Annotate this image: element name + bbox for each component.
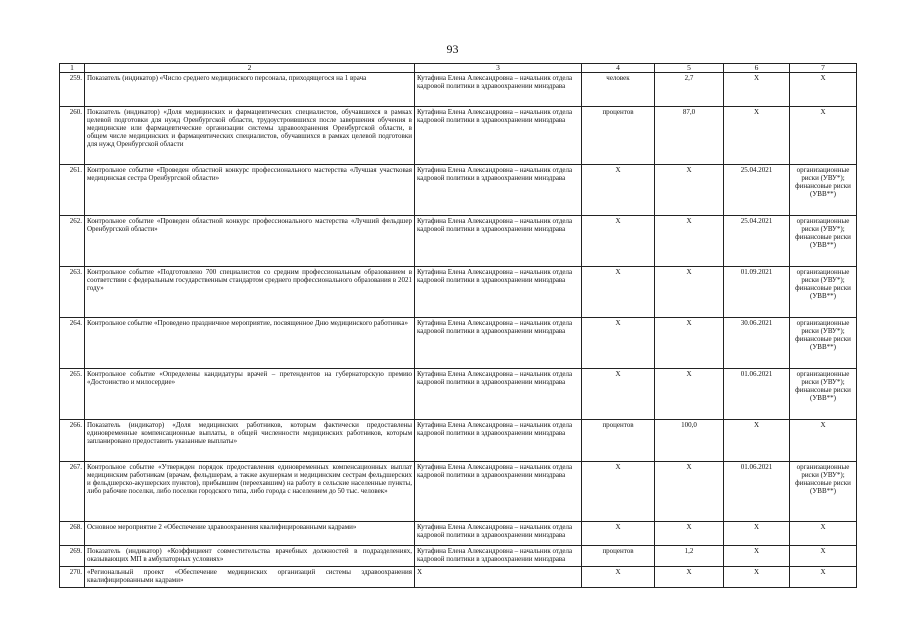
row-description: Контрольное событие «Проведено праздничное мероприятие, посвященное Дню медицинского работника» xyxy=(85,318,415,369)
unit-of-measure: Х xyxy=(582,216,655,267)
risk-note: Х xyxy=(790,522,857,546)
responsible-person: Х xyxy=(415,567,582,588)
responsible-person: Кутафина Елена Александровна – начальник отдела кадровой политики в здравоохранении минздрава xyxy=(415,267,582,318)
row-description: Показатель (индикатор) «Число среднего медицинского персонала, приходящегося на 1 врача xyxy=(85,73,415,107)
unit-of-measure: процентов xyxy=(582,107,655,165)
column-header: 7 xyxy=(790,64,857,73)
column-number-row xyxy=(60,64,857,73)
indicator-value: Х xyxy=(655,462,724,522)
row-description: Контрольное событие «Утвержден порядок предоставления единовременных компенсационных выплат медицинским работникам (врачам, фельдшерам, а также акушеркам и медицинским сестрам фельдшерских и фельдшерско-акушерских пунктов), прибывшим (переехавшим) на работу в сельские населенные пункты, либо рабочие поселки, либо поселки городского типа, либо города с населением до 50 тыс. человек» xyxy=(85,462,415,522)
row-number: 265. xyxy=(60,369,85,420)
indicator-value: Х xyxy=(655,567,724,588)
risk-note: Х xyxy=(790,567,857,588)
row-number: 262. xyxy=(60,216,85,267)
row-number: 270. xyxy=(60,567,85,588)
row-number: 264. xyxy=(60,318,85,369)
responsible-person: Кутафина Елена Александровна – начальник отдела кадровой политики в здравоохранении минздрава xyxy=(415,73,582,107)
responsible-person: Кутафина Елена Александровна – начальник отдела кадровой политики в здравоохранении минздрава xyxy=(415,165,582,216)
row-number: 259. xyxy=(60,73,85,107)
unit-of-measure: процентов xyxy=(582,546,655,567)
indicator-value: 87,0 xyxy=(655,107,724,165)
indicator-value: 100,0 xyxy=(655,420,724,462)
risk-note: Х xyxy=(790,73,857,107)
risk-note: Х xyxy=(790,546,857,567)
indicator-value: Х xyxy=(655,369,724,420)
responsible-person: Кутафина Елена Александровна – начальник отдела кадровой политики в здравоохранении минздрава xyxy=(415,318,582,369)
indicator-value: Х xyxy=(655,318,724,369)
indicator-value: Х xyxy=(655,267,724,318)
risk-note: организационные риски (УВУ*); финансовые риски (УВВ**) xyxy=(790,267,857,318)
unit-of-measure: человек xyxy=(582,73,655,107)
deadline-date: Х xyxy=(724,567,790,588)
deadline-date: Х xyxy=(724,522,790,546)
risk-note: организационные риски (УВУ*); финансовые риски (УВВ**) xyxy=(790,318,857,369)
row-number: 266. xyxy=(60,420,85,462)
column-header: 2 xyxy=(85,64,415,73)
row-number: 268. xyxy=(60,522,85,546)
indicator-value: 2,7 xyxy=(655,73,724,107)
plan-table xyxy=(59,63,857,588)
table-row xyxy=(60,420,857,462)
row-number: 260. xyxy=(60,107,85,165)
row-number: 269. xyxy=(60,546,85,567)
table-row xyxy=(60,522,857,546)
responsible-person: Кутафина Елена Александровна – начальник отдела кадровой политики в здравоохранении минздрава xyxy=(415,216,582,267)
table-row xyxy=(60,546,857,567)
responsible-person: Кутафина Елена Александровна – начальник отдела кадровой политики в здравоохранении минздрава xyxy=(415,107,582,165)
deadline-date: Х xyxy=(724,420,790,462)
table-row xyxy=(60,567,857,588)
row-description: Контрольное событие «Проведен областной конкурс профессионального мастерства «Лучшая участковая медицинская сестра Оренбургской области» xyxy=(85,165,415,216)
table-row xyxy=(60,369,857,420)
deadline-date: Х xyxy=(724,73,790,107)
table-row xyxy=(60,462,857,522)
unit-of-measure: Х xyxy=(582,165,655,216)
deadline-date: Х xyxy=(724,546,790,567)
table-row xyxy=(60,216,857,267)
column-header: 1 xyxy=(60,64,85,73)
responsible-person: Кутафина Елена Александровна – начальник отдела кадровой политики в здравоохранении минздрава xyxy=(415,462,582,522)
row-number: 263. xyxy=(60,267,85,318)
indicator-value: Х xyxy=(655,165,724,216)
table-row xyxy=(60,267,857,318)
column-header: 3 xyxy=(415,64,582,73)
indicator-value: Х xyxy=(655,216,724,267)
row-number: 261. xyxy=(60,165,85,216)
risk-note: организационные риски (УВУ*); финансовые риски (УВВ**) xyxy=(790,165,857,216)
row-description: Показатель (индикатор) «Коэффициент совместительства врачебных должностей в подразделениях, оказывающих МП в амбулаторных условиях» xyxy=(85,546,415,567)
column-header: 4 xyxy=(582,64,655,73)
column-header: 5 xyxy=(655,64,724,73)
unit-of-measure: Х xyxy=(582,462,655,522)
column-header: 6 xyxy=(724,64,790,73)
row-description: Показатель (индикатор) «Доля медицинских работников, которым фактически предоставлены единовременные компенсационные выплаты, в общей численности медицинских работников, которым запланировано предоставить указанные выплаты» xyxy=(85,420,415,462)
unit-of-measure: Х xyxy=(582,318,655,369)
table-row xyxy=(60,165,857,216)
risk-note: организационные риски (УВУ*); финансовые риски (УВВ**) xyxy=(790,462,857,522)
row-number: 267. xyxy=(60,462,85,522)
table-row xyxy=(60,73,857,107)
deadline-date: 25.04.2021 xyxy=(724,216,790,267)
risk-note: Х xyxy=(790,107,857,165)
unit-of-measure: Х xyxy=(582,369,655,420)
row-description: Основное мероприятие 2 «Обеспечение здравоохранения квалифицированными кадрами» xyxy=(85,522,415,546)
row-description: «Региональный проект «Обеспечение медицинских организаций системы здравоохранения квалифицированными кадрами» xyxy=(85,567,415,588)
deadline-date: 01.06.2021 xyxy=(724,462,790,522)
responsible-person: Кутафина Елена Александровна – начальник отдела кадровой политики в здравоохранении минздрава xyxy=(415,522,582,546)
page-number: 93 xyxy=(446,42,459,56)
indicator-value: Х xyxy=(655,522,724,546)
deadline-date: 30.06.2021 xyxy=(724,318,790,369)
row-description: Контрольное событие «Определены кандидатуры врачей – претендентов на губернаторскую премию «Достоинство и милосердие» xyxy=(85,369,415,420)
row-description: Контрольное событие «Проведен областной конкурс профессионального мастерства «Лучший фельдшер Оренбургской области» xyxy=(85,216,415,267)
unit-of-measure: процентов xyxy=(582,420,655,462)
unit-of-measure: Х xyxy=(582,567,655,588)
deadline-date: 01.06.2021 xyxy=(724,369,790,420)
table-row xyxy=(60,318,857,369)
row-description: Показатель (индикатор) «Доля медицинских и фармацевтических специалистов, обучавшихся в рамках целевой подготовки для нужд Оренбургской области, трудоустроившихся после завершения обучения в медицинские или фармацевтические организации системы здравоохранения Оренбургской области, в общем числе медицинских и фармацевтических специалистов, обучавшихся в рамках целевой подготовки для нужд Оренбургской области xyxy=(85,107,415,165)
indicator-value: 1,2 xyxy=(655,546,724,567)
risk-note: организационные риски (УВУ*); финансовые риски (УВВ**) xyxy=(790,216,857,267)
row-description: Контрольное событие «Подготовлено 700 специалистов со средним профессиональным образованием в соответствии с федеральным государственным стандартом среднего профессионального образования в 2021 году» xyxy=(85,267,415,318)
responsible-person: Кутафина Елена Александровна – начальник отдела кадровой политики в здравоохранении минздрава xyxy=(415,420,582,462)
responsible-person: Кутафина Елена Александровна – начальник отдела кадровой политики в здравоохранении минздрава xyxy=(415,546,582,567)
table-row xyxy=(60,107,857,165)
unit-of-measure: Х xyxy=(582,267,655,318)
responsible-person: Кутафина Елена Александровна – начальник отдела кадровой политики в здравоохранении минздрава xyxy=(415,369,582,420)
deadline-date: 25.04.2021 xyxy=(724,165,790,216)
deadline-date: Х xyxy=(724,107,790,165)
unit-of-measure: Х xyxy=(582,522,655,546)
risk-note: Х xyxy=(790,420,857,462)
risk-note: организационные риски (УВУ*); финансовые риски (УВВ**) xyxy=(790,369,857,420)
deadline-date: 01.09.2021 xyxy=(724,267,790,318)
